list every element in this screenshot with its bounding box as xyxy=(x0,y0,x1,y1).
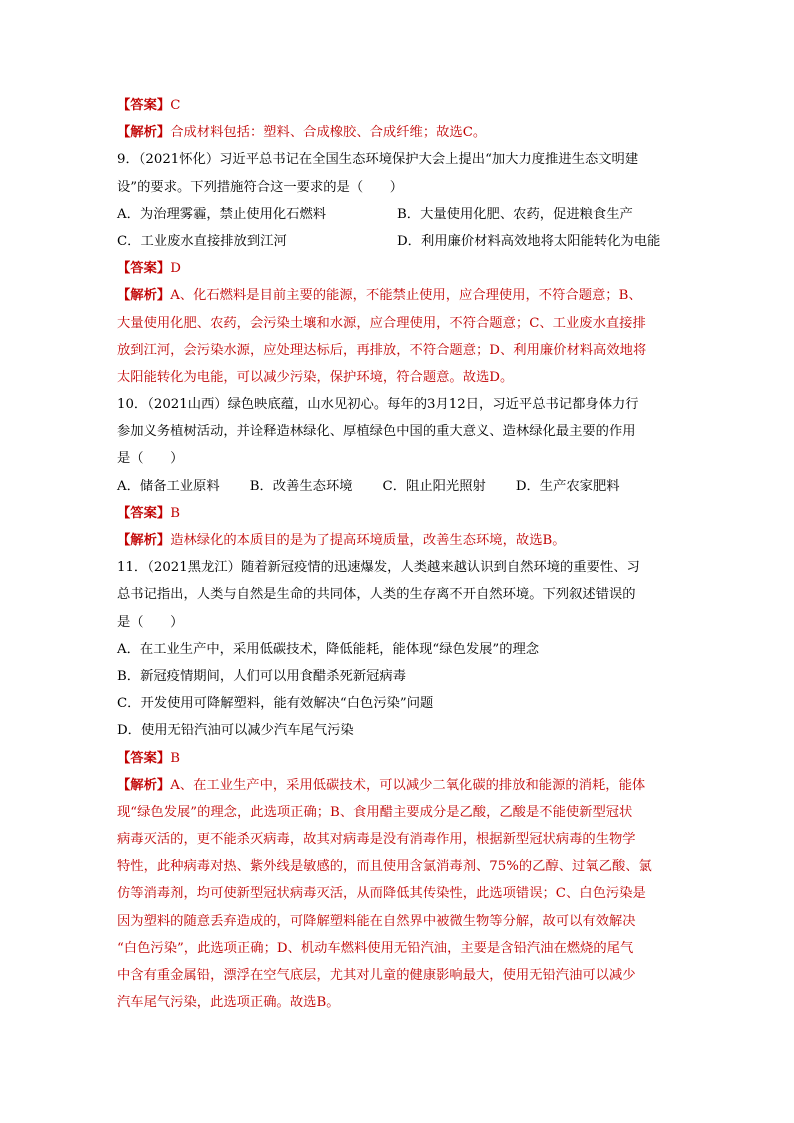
options-row xyxy=(117,228,677,255)
analysis-text: 造林绿化的本质目的是为了提高环境质量，改善生态环境，故选B。 xyxy=(170,533,566,548)
analysis-text: 中含有重金属铅，漂浮在空气底层，尤其对儿童的健康影响最大，使用无铅汽油可以减少 xyxy=(117,968,636,983)
answer-value: D xyxy=(170,261,181,277)
analysis-text: 放到江河，会污染水源，应处理达标后，再排放，不符合题意；D、利用廉价材料高效地将 xyxy=(117,342,647,358)
answer-line xyxy=(117,745,677,772)
question-stem: 是（ ） xyxy=(117,451,184,467)
answer-value: C xyxy=(170,98,181,113)
analysis-text: 太阳能转化为电能，可以减少污染，保护环境，符合题意。故选D。 xyxy=(117,369,514,385)
analysis-text: 特性，此种病毒对热、紫外线是敏感的，而且使用含氯消毒剂、75%的乙醇、过氧乙酸、氯 xyxy=(117,859,652,875)
analysis-text: 大量使用化肥、农药，会污染土壤和水源，应合理使用，不符合题意；C、工业废水直接排 xyxy=(117,315,646,331)
option-c: C．开发使用可降解塑料，能有效解决“白色污染”问题 xyxy=(117,696,434,712)
analysis-line xyxy=(117,119,677,146)
analysis-label: 【解析】 xyxy=(117,288,171,304)
analysis-text: 合成材料包括：塑料、合成橡胶、合成纤维；故选C。 xyxy=(170,125,487,141)
question-stem: 设”的要求。下列措施符合这一要求的是（ ） xyxy=(117,179,404,195)
analysis-line xyxy=(117,772,677,799)
analysis-text: 病毒灭活的，更不能杀灭病毒，故其对病毒是没有消毒作用，根据新型冠状病毒的生物学 xyxy=(117,832,636,848)
analysis-label: 【解析】 xyxy=(117,533,171,548)
question-stem: 10．（2021山西）绿色映底蕴，山水见初心。每年的3月12日，习近平总书记都身体力行 xyxy=(117,397,639,413)
document-page xyxy=(117,92,677,1016)
answer-value: B xyxy=(170,505,180,521)
analysis-text: A、在工业生产中，采用低碳技术，可以减少二氧化碳的排放和能源的消耗，能体 xyxy=(170,777,646,793)
option-b: B．大量使用化肥、农药，促进粮食生产 xyxy=(397,206,633,222)
options-row xyxy=(117,201,677,228)
option-d: D．使用无铅汽油可以减少汽车尾气污染 xyxy=(117,723,354,739)
question-stem: 参加义务植树活动，并诠释造林绿化、厚植绿色中国的重大意义、造林绿化最主要的作用 xyxy=(117,424,636,440)
options-row xyxy=(117,473,677,500)
question-stem: 9．（2021怀化）习近平总书记在全国生态环境保护大会上提出“加大力度推进生态文明建 xyxy=(117,152,639,168)
option-b: B．改善生态环境 xyxy=(249,478,353,494)
option-b: B．新冠疫情期间，人们可以用食醋杀死新冠病毒 xyxy=(117,668,407,684)
analysis-text: 现“绿色发展”的理念，此选项正确；B、食用醋主要成分是乙酸，乙酸是不能使新型冠状 xyxy=(117,804,633,820)
answer-label: 【答案】 xyxy=(117,505,171,521)
question-stem: 是（ ） xyxy=(117,614,184,630)
analysis-line xyxy=(117,527,677,554)
analysis-label: 【解析】 xyxy=(117,125,171,141)
analysis-text: 汽车尾气污染，此选项正确。故选B。 xyxy=(117,995,340,1011)
option-a: A．为治理雾霾，禁止使用化石燃料 xyxy=(117,206,327,222)
answer-label: 【答案】 xyxy=(117,750,171,766)
answer-label: 【答案】 xyxy=(117,98,171,113)
option-c: C．阻止阳光照射 xyxy=(382,478,486,494)
question-stem: 11．（2021黑龙江）随着新冠疫情的迅速爆发，人类越来越认识到自然环境的重要性、习 xyxy=(117,560,640,576)
option-a: A．在工业生产中，采用低碳技术，降低能耗，能体现“绿色发展”的理念 xyxy=(117,641,540,657)
analysis-line xyxy=(117,282,677,309)
answer-line xyxy=(117,255,677,282)
option-c: C．工业废水直接排放到江河 xyxy=(117,233,287,249)
analysis-text: 因为塑料的随意丢弃造成的，可降解塑料能在自然界中被微生物等分解，故可以有效解决 xyxy=(117,913,636,929)
answer-label: 【答案】 xyxy=(117,261,171,277)
option-a: A．储备工业原料 xyxy=(117,478,220,494)
answer-line xyxy=(117,500,677,527)
option-d: D．生产农家肥料 xyxy=(515,478,620,494)
option-d: D．利用廉价材料高效地将太阳能转化为电能 xyxy=(397,233,661,249)
analysis-text: A、化石燃料是目前主要的能源，不能禁止使用，应合理使用，不符合题意；B、 xyxy=(170,288,642,304)
answer-line xyxy=(117,92,677,119)
analysis-text: 仿等消毒剂，均可使新型冠状病毒灭活，从而降低其传染性，此选项错误；C、白色污染是 xyxy=(117,886,646,902)
answer-value: B xyxy=(170,750,180,766)
question-stem: 总书记指出，人类与自然是生命的共同体，人类的生存离不开自然环境。下列叙述错误的 xyxy=(117,587,636,603)
analysis-label: 【解析】 xyxy=(117,777,171,793)
analysis-text: “白色污染”，此选项正确；D、机动车燃料使用无铅汽油，主要是含铅汽油在燃烧的尾气 xyxy=(117,940,634,956)
